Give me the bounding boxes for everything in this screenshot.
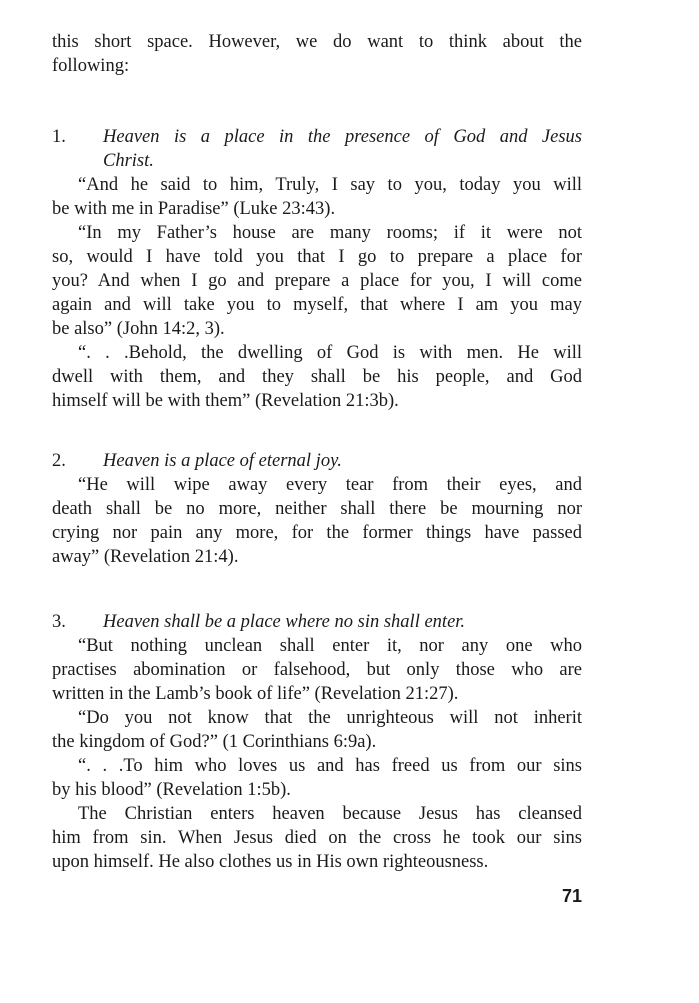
section-heading-text: Christ.: [103, 151, 154, 171]
section-2: [52, 449, 582, 569]
text-line: himself will be with them” (Revelation 21:3b).: [52, 391, 399, 411]
section-heading: [52, 449, 582, 473]
text-line: practises abomination or falsehood, but only those who are: [52, 660, 582, 680]
text-line: “. . .To him who loves us and has freed us from our sins: [78, 756, 582, 776]
text-line: upon himself. He also clothes us in His own righteousness.: [52, 852, 489, 872]
section-heading: [52, 610, 582, 634]
section-heading-text: Heaven is a place in the presence of God and Jesus: [103, 127, 582, 147]
text-line: crying nor pain any more, for the former things have passed: [52, 523, 582, 543]
text-line: “But nothing unclean shall enter it, nor any one who: [78, 636, 582, 656]
text-line: “. . .Behold, the dwelling of God is with men. He will: [78, 343, 582, 363]
intro-paragraph: [52, 30, 582, 78]
text-line: “In my Father’s house are many rooms; if it were not: [78, 223, 582, 243]
text-line: by his blood” (Revelation 1:5b).: [52, 780, 291, 800]
section-1: [52, 125, 582, 413]
text-line: following:: [52, 56, 130, 76]
text-line: dwell with them, and they shall be his people, and God: [52, 367, 582, 387]
text-line: this short space. However, we do want to think about the: [52, 32, 582, 52]
text-line: death shall be no more, neither shall there be mourning nor: [52, 499, 582, 519]
section-number: 2.: [52, 451, 66, 471]
page-number: 71: [562, 886, 583, 906]
text-line: “And he said to him, Truly, I say to you, today you will: [78, 175, 582, 195]
text-line: “He will wipe away every tear from their eyes, and: [78, 475, 582, 495]
text-line: so, would I have told you that I go to prepare a place for: [52, 247, 582, 267]
text-line: the kingdom of God?” (1 Corinthians 6:9a).: [52, 732, 377, 752]
section-heading: [52, 125, 582, 149]
text-line: written in the Lamb’s book of life” (Revelation 21:27).: [52, 684, 459, 704]
section-3: [52, 610, 582, 874]
section-number: 3.: [52, 612, 66, 632]
text-line: you? And when I go and prepare a place for you, I will come: [52, 271, 582, 291]
text-line: The Christian enters heaven because Jesus has cleansed: [78, 804, 582, 824]
text-line: away” (Revelation 21:4).: [52, 547, 239, 567]
text-line: be also” (John 14:2, 3).: [52, 319, 225, 339]
text-line: him from sin. When Jesus died on the cross he took our sins: [52, 828, 582, 848]
text-line: again and will take you to myself, that where I am you may: [52, 295, 582, 315]
section-number: 1.: [52, 127, 66, 147]
section-heading-text: Heaven is a place of eternal joy.: [103, 451, 342, 471]
text-line: “Do you not know that the unrighteous will not inherit: [78, 708, 582, 728]
section-heading-text: Heaven shall be a place where no sin shall enter.: [103, 612, 466, 632]
text-line: be with me in Paradise” (Luke 23:43).: [52, 199, 336, 219]
